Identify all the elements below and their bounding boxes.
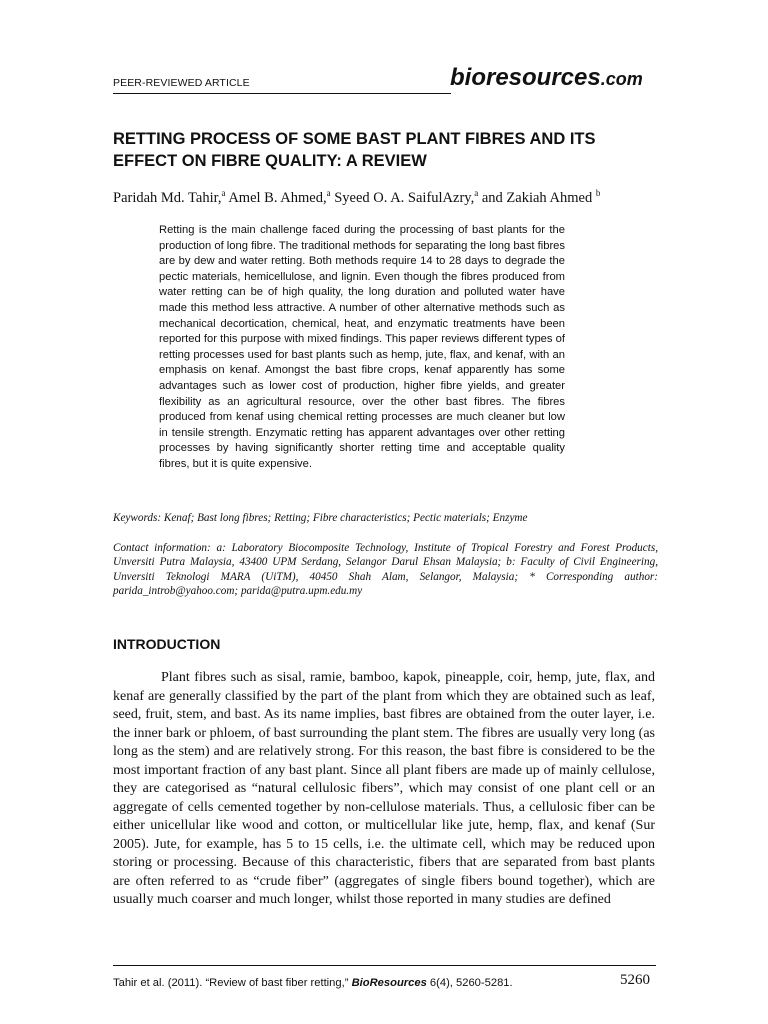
author-list (113, 188, 673, 207)
author-4: and Zakiah Ahmed (481, 189, 593, 206)
section-heading-introduction: INTRODUCTION (113, 636, 221, 652)
brand-suffix: .com (600, 69, 643, 89)
author-1-affiliation: a (221, 188, 226, 198)
keywords: Keywords: Kenaf; Bast long fibres; Retting; Fibre characteristics; Pectic materials; Enzyme (113, 512, 528, 524)
page-number: 5260 (620, 972, 650, 988)
author-1: Paridah Md. Tahir, (113, 189, 222, 206)
header-label: PEER-REVIEWED ARTICLE (113, 77, 250, 89)
footer-citation (113, 977, 513, 989)
header-rule (113, 93, 451, 94)
introduction-paragraph: Plant fibres such as sisal, ramie, bamboo, kapok, pineapple, coir, hemp, jute, flax, and kenaf are generally classified by the part of the plant from which they are obtained such as leaf, seed, fruit, stem, and bast. As its name implies, bast fibres are obtained from the outer layer, i.e. the inner bark or phloem, of bast surrounding the plant stem. The fibres are usually very long (as long as the stem) and are relatively strong. For this reason, the bast fibre is considered to be the most important fraction of any bast plant. Since all plant fibers are made up of mainly cellulose, they are categorised as “natural cellulosic fibers”, which may consist of one plant cell or an aggregate of cells cemented together by non-cellulose materials. Thus, a cellulosic fiber can be either unicellular like wood and cotton, or multicellular like jute, hemp, flax, and kenaf (Sur 2005). Jute, for example, has 5 to 15 cells, i.e. the ultimate cell, which may be reduced upon storing or processing. Because of this characteristic, fibers that are separated from bast plants are often referred to as “crude fiber” (aggregates of single fibers bound together), which are usually much coarser and much longer, whilst those reported in many studies are defined (113, 670, 655, 907)
author-3: Syeed O. A. SaifulAzry, (334, 189, 475, 206)
footer-rule (113, 965, 656, 966)
brand-main: bioresources (450, 64, 601, 91)
author-4-affiliation: b (595, 188, 601, 198)
citation-text: Tahir et al. (2011). “Review of bast fiber retting,” (113, 977, 352, 989)
contact-information: Contact information: a: Laboratory Biocomposite Technology, Institute of Tropical Forestry and Forest Products, Unversiti Putra Malaysia, 43400 UPM Serdang, Selangor Darul Ehsan Malaysia; b: Faculty of Civil Engineering, Unversiti Teknologi MARA (UiTM), 40450 Shah Alam, Selangor, Malaysia; * Corresponding author: parida_introb@yahoo.com; parida@putra.upm.edu.my (113, 542, 658, 598)
author-2: Amel B. Ahmed, (228, 189, 327, 206)
author-2-affiliation: a (326, 188, 331, 198)
journal-brand (450, 64, 643, 92)
abstract: Retting is the main challenge faced during the processing of bast plants for the production of long fibre. The traditional methods for separating the long bast fibres are by dew and water retting. Both methods require 14 to 28 days to degrade the pectic materials, hemicellulose, and lignin. Even though the fibres produced from water retting can be of high quality, the long duration and polluted water have made this method less attractive. A number of other alternative methods such as mechanical decortication, chemical, heat, and enzymatic treatments have been reported for this purpose with mixed findings. This paper reviews different types of retting processes used for bast plants such as hemp, jute, flax, and kenaf, with an emphasis on kenaf. Amongst the bast fibre crops, kenaf apparently has some advantages such as lower cost of production, higher fibre yields, and greater flexibility as an agricultural resource, over the other bast fibres. The fibres produced from kenaf using chemical retting processes are much cleaner but low in tensile strength. Enzymatic retting has apparent advantages over other retting processes by having significantly shorter retting time and acceptable quality fibres, but it is quite expensive. (159, 224, 565, 470)
citation-volume: 6(4), 5260-5281. (426, 977, 513, 989)
article-title: RETTING PROCESS OF SOME BAST PLANT FIBRES AND ITS EFFECT ON FIBRE QUALITY: A REVIEW (113, 130, 596, 170)
citation-journal: BioResources (351, 977, 427, 989)
author-3-affiliation: a (474, 188, 479, 198)
